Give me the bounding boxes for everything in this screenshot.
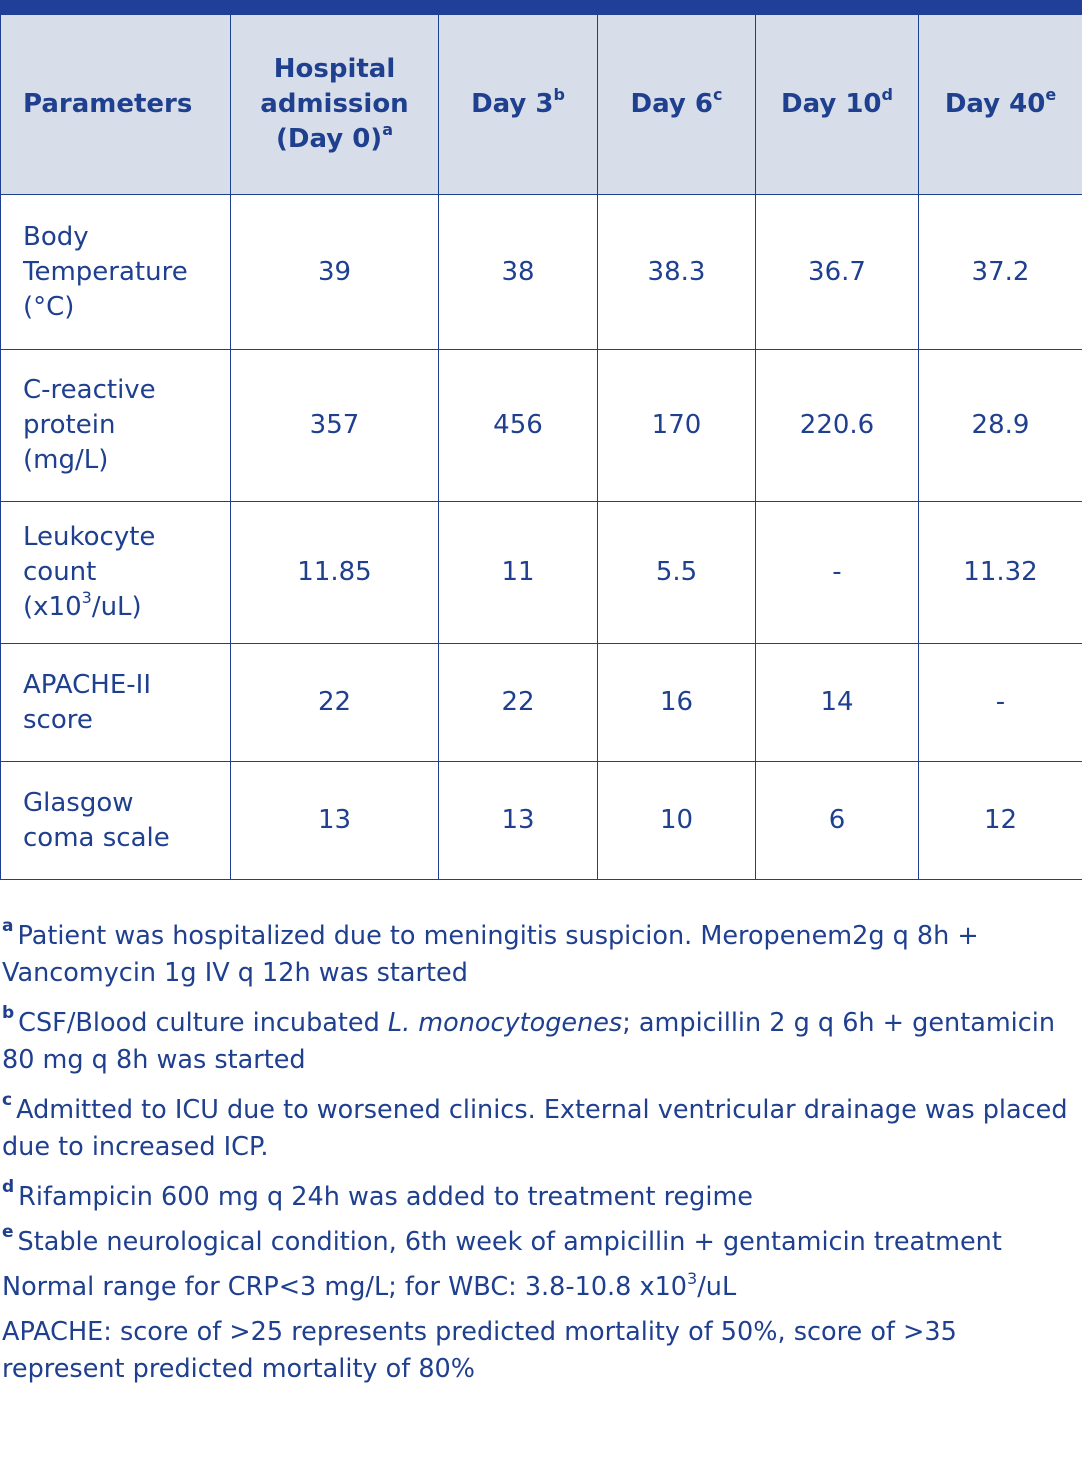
- header-day0-sup: a: [382, 120, 393, 140]
- footnote-e-text: Stable neurological condition, 6th week of ampicillin + gentamicin treatment: [17, 1227, 1002, 1257]
- apache-note-text: APACHE: score of >25 represents predicted mortality of 50%, score of >35 represent predicted mortality of 80%: [2, 1317, 957, 1384]
- header-day0-line1: Hospital: [273, 54, 396, 84]
- footnote-normal-range: [2, 1269, 1080, 1306]
- header-day0-line3: (Day 0): [276, 124, 383, 154]
- footnote-d-mark: d: [2, 1176, 15, 1197]
- table-row-glasgow-coma-scale: [1, 762, 1082, 880]
- cell-value: 220.6: [756, 350, 919, 502]
- table-row-apache-ii: [1, 644, 1082, 762]
- footnote-c-text: Admitted to ICU due to worsened clinics. External ventricular drainage was placed due to increased ICP.: [2, 1095, 1068, 1162]
- cell-value: 11: [439, 502, 598, 644]
- cell-value: 14: [756, 644, 919, 762]
- row-label-line: Leukocyte: [23, 522, 156, 552]
- footnote-a-mark: a: [2, 915, 14, 936]
- header-day40-label: Day 40: [944, 89, 1046, 119]
- cell-value: 22: [231, 644, 439, 762]
- header-day0-line2: admission: [260, 89, 409, 119]
- footnote-b-text1: CSF/Blood culture incubated: [18, 1008, 388, 1038]
- footnote-b: [2, 1002, 1080, 1079]
- footnote-b-mark: b: [2, 1002, 15, 1023]
- table-row-body-temperature: [1, 195, 1082, 350]
- cell-value: 16: [598, 644, 756, 762]
- footnote-b-text2: ; ampicillin 2 g q 6h + gentamicin 80 mg q 8h was started: [2, 1008, 1056, 1075]
- header-day3: [439, 15, 598, 195]
- table-top-bar: [0, 0, 1082, 14]
- footnote-e-mark: e: [2, 1221, 14, 1242]
- cell-value: 13: [439, 762, 598, 880]
- row-label-line: (x10: [23, 592, 82, 622]
- footnote-d-text: Rifampicin 600 mg q 24h was added to treatment regime: [18, 1182, 753, 1212]
- cell-value: 357: [231, 350, 439, 502]
- cell-value: 11.32: [919, 502, 1082, 644]
- row-label-line: score: [23, 704, 93, 735]
- cell-value: 6: [756, 762, 919, 880]
- row-label-line: C-reactive: [23, 375, 156, 405]
- cell-value: -: [919, 644, 1082, 762]
- cell-value: 11.85: [231, 502, 439, 644]
- row-label-line: protein: [23, 410, 116, 440]
- row-label-glasgow-coma-scale: [1, 762, 231, 880]
- header-parameters: Parameters: [1, 15, 231, 195]
- cell-value: -: [756, 502, 919, 644]
- normal-range-sup: 3: [687, 1268, 698, 1288]
- cell-value: 12: [919, 762, 1082, 880]
- row-label-sup: 3: [81, 588, 92, 608]
- table-header-row: [1, 15, 1082, 195]
- cell-value: 456: [439, 350, 598, 502]
- row-label-line: (°C): [23, 291, 75, 322]
- header-day10-label: Day 10: [781, 89, 882, 119]
- footnote-e: [2, 1221, 1080, 1261]
- cell-value: 170: [598, 350, 756, 502]
- header-day0: [231, 15, 439, 195]
- row-label-line: APACHE-II: [23, 669, 151, 700]
- row-label-line: count: [23, 557, 97, 587]
- row-label-line: Temperature: [23, 256, 188, 287]
- cell-value: 13: [231, 762, 439, 880]
- cell-value: 37.2: [919, 195, 1082, 350]
- footnote-a: [2, 915, 1080, 992]
- row-label-line: coma scale: [23, 822, 170, 853]
- header-day10-sup: d: [881, 85, 893, 105]
- row-label-c-reactive-protein: [1, 350, 231, 502]
- normal-range-text2: /uL: [697, 1272, 737, 1302]
- row-label-line: /uL): [91, 592, 142, 622]
- footnote-a-text: Patient was hospitalized due to meningitis suspicion. Meropenem2g q 8h + Vancomycin 1g IV q 12h was started: [2, 921, 979, 988]
- header-day3-sup: b: [553, 85, 565, 105]
- row-label-body-temperature: [1, 195, 231, 350]
- cell-value: 39: [231, 195, 439, 350]
- normal-range-text1: Normal range for CRP<3 mg/L; for WBC: 3.8-10.8 x10: [2, 1272, 688, 1302]
- table-footnotes: [2, 915, 1080, 1401]
- header-day6: [598, 15, 756, 195]
- footnote-b-organism: L. monocytogenes: [387, 1008, 623, 1038]
- row-label-apache-ii: [1, 644, 231, 762]
- footnote-apache: [2, 1314, 1080, 1388]
- clinical-parameters-table: [0, 14, 1082, 880]
- footnote-c-mark: c: [2, 1089, 13, 1110]
- table-row-c-reactive-protein: [1, 350, 1082, 502]
- row-label-line: (mg/L): [23, 445, 109, 475]
- footnote-d: [2, 1176, 1080, 1216]
- cell-value: 36.7: [756, 195, 919, 350]
- header-day3-label: Day 3: [471, 89, 554, 119]
- cell-value: 38.3: [598, 195, 756, 350]
- cell-value: 22: [439, 644, 598, 762]
- footnote-c: [2, 1089, 1080, 1166]
- row-label-leukocyte-count: [1, 502, 231, 644]
- header-day6-label: Day 6: [630, 89, 713, 119]
- header-day10: [756, 15, 919, 195]
- cell-value: 5.5: [598, 502, 756, 644]
- table-row-leukocyte-count: [1, 502, 1082, 644]
- row-label-line: Glasgow: [23, 787, 134, 818]
- cell-value: 28.9: [919, 350, 1082, 502]
- row-label-line: Body: [23, 221, 89, 252]
- header-day6-sup: c: [712, 85, 723, 105]
- cell-value: 10: [598, 762, 756, 880]
- cell-value: 38: [439, 195, 598, 350]
- header-day40: [919, 15, 1082, 195]
- header-day40-sup: e: [1045, 85, 1057, 105]
